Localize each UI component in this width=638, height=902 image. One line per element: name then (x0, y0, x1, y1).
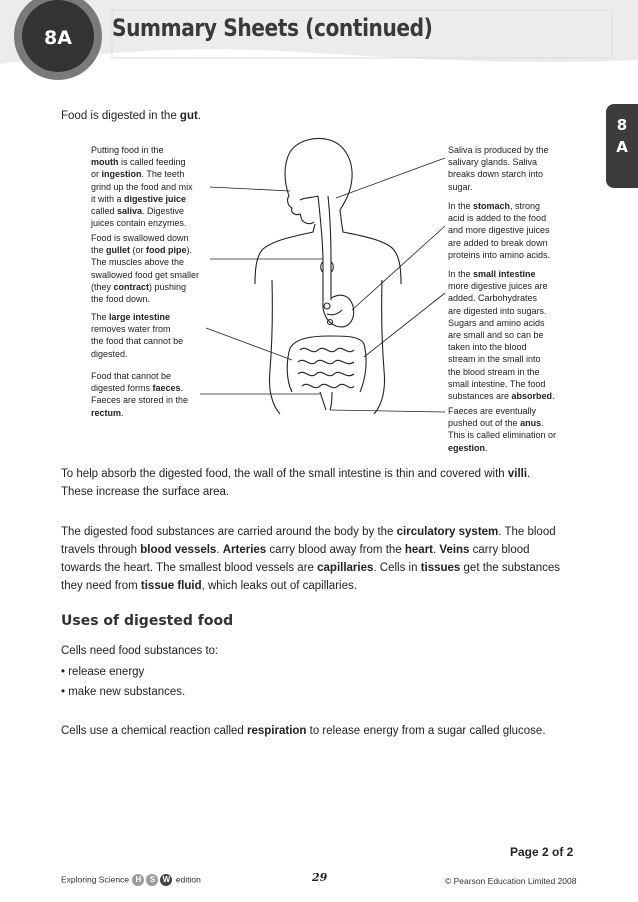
paragraph-circulatory: The digested food substances are carried around the body by the circulatory system. The blood travels through blood vessels. Arteries carry blood away from the heart. Veins carry blood towards the heart. The smallest blood vessels are capillaries. Cells in tissues get the substances they need from tissue fluid, which leaks out of capillaries. (61, 526, 561, 592)
rectum (320, 392, 332, 410)
caption-large-intestine: The large intestine removes water from the food that cannot be digested. (91, 312, 184, 359)
intro-text: Food is digested in the gut. (61, 110, 202, 122)
large-intestine (287, 336, 366, 392)
hsw-w-icon: W (160, 874, 172, 886)
caption-anus: Faeces are eventually pushed out of the anus. This is called elimination or egestion. (448, 406, 557, 453)
caption-gullet: Food is swallowed down the gullet (or food pipe). The muscles above the swallowed food get smaller (they contract) pushing the food down. (91, 233, 200, 305)
gullet (318, 196, 323, 300)
uses-bullet: • make new substances. (61, 686, 186, 698)
page-of-label: Page 2 of 2 (510, 845, 574, 859)
page-title: Summary Sheets (continued) (112, 14, 433, 42)
caption-small-intestine: In the small intestine more digestive juices are added. Carbohydrates are digested into sugars. Sugars and amino acids are small and so can be taken into the blood stream in the small into the blood stream in the small intestine. The food substances are absorbed. (448, 269, 555, 402)
head-outline (285, 139, 352, 227)
hsw-s-icon: S (146, 874, 158, 886)
side-tab-line1: 8 (616, 116, 628, 134)
small-intestine (298, 348, 354, 387)
footer-copyright: © Pearson Education Limited 2008 (445, 876, 577, 886)
caption-ingestion: Putting food in the mouth is called feeding or ingestion. The teeth grind up the food and mix it with a digestive juice called saliva. Digestive juices contain enzymes. (91, 145, 193, 229)
caption-faeces: Food that cannot be digested forms faeces. Faeces are stored in the rectum. (91, 371, 189, 418)
footer-publisher: Exploring Science H S W edition (61, 874, 201, 885)
paragraph-villi: To help absorb the digested food, the wall of the small intestine is thin and covered with villi. These increase the surface area. (61, 468, 531, 498)
chapter-badge: 8A (44, 27, 72, 49)
caption-stomach: In the stomach, strong acid is added to the food and more digestive juices are added to break down proteins into amino acids. (448, 201, 551, 260)
caption-saliva: Saliva is produced by the salivary glands. Saliva breaks down starch into sugar. (448, 145, 549, 192)
uses-bullet: • release energy (61, 665, 145, 678)
page-number: 29 (312, 871, 328, 884)
side-tab-line2: A (616, 138, 628, 156)
hsw-h-icon: H (132, 874, 144, 886)
uses-list (61, 641, 591, 703)
paragraph-respiration: Cells use a chemical reaction called respiration to release energy from a sugar called glucose. (61, 725, 546, 737)
uses-intro: Cells need food substances to: (61, 645, 219, 657)
section-heading-uses: Uses of digested food (61, 613, 234, 629)
